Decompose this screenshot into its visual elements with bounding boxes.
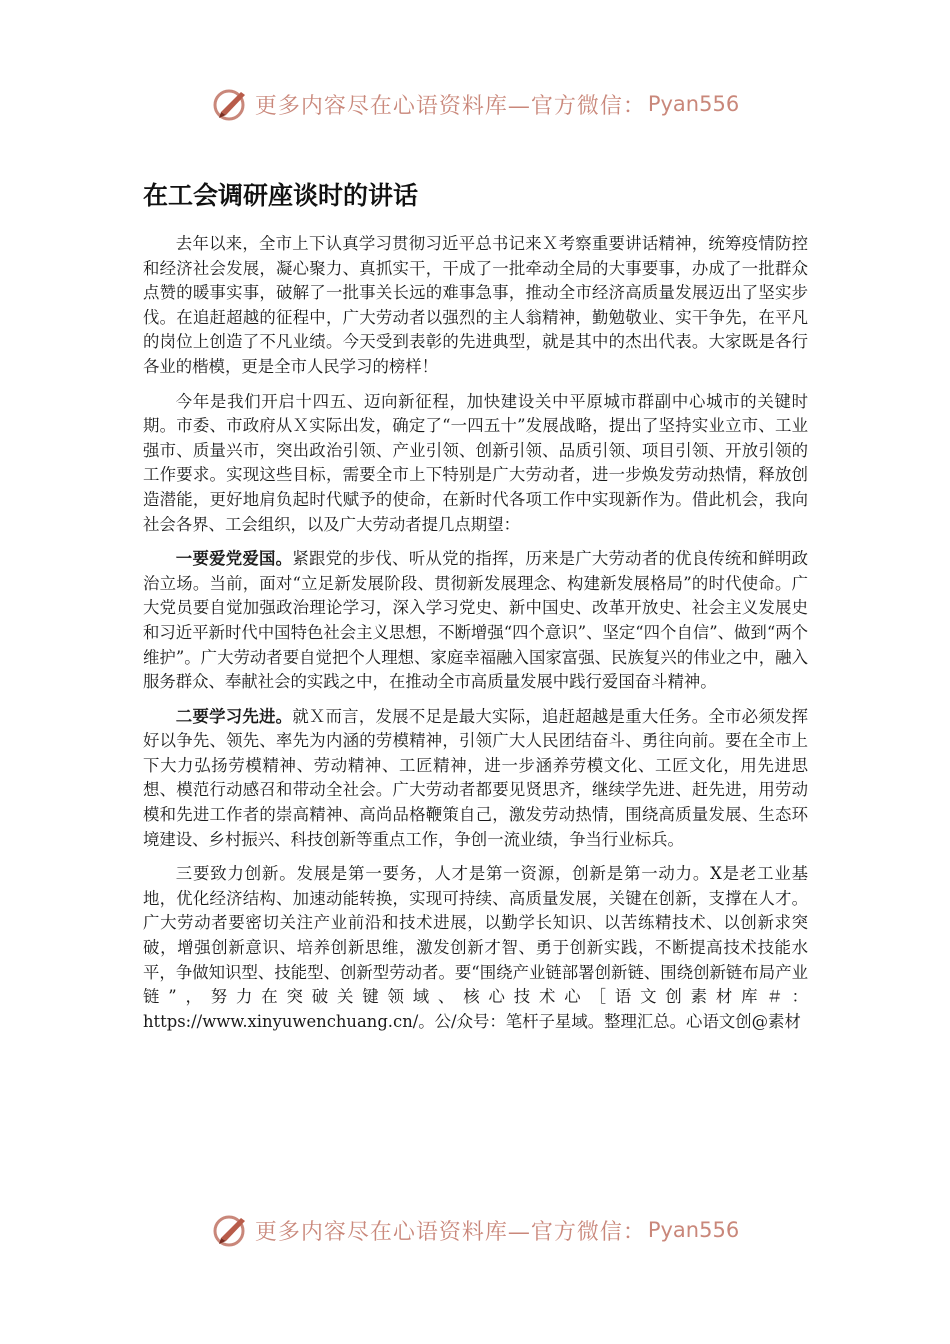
footer-watermark-banner (0, 1208, 950, 1252)
paragraph-text: 三要致力创新。发展是第一要务，人才是第一资源，创新是第一动力。X是老工业基地，优化经济结构、加速动能转换，实现可持续、高质量发展，关键在创新，支撑在人才。广大劳动者要密切关注产业前沿和技术进展，以勤学长知识、以苦练精技术、以创新求突破，增强创新意识、培养创新思维，激发创新才智、勇于创新实践，不断提高技术技能水平，争做知识型、技能型、创新型劳动者。要“围绕产业链部署创新链、围绕创新链布局产业链”，努力在突破关键领域、核心技术心［语文创素材库＃：https://www.xinyuwenchuang.cn/。公/众号：笔杆子星域。整理汇总。心语文创@素材 (143, 864, 808, 1031)
paragraph-text: 紧跟党的步伐、听从党的指挥，历来是广大劳动者的优良传统和鲜明政治立场。当前，面对“立足新发展阶段、贯彻新发展理念、构建新发展格局”的时代使命。广大党员要自觉加强政治理论学习，深入学习党史、新中国史、改革开放史、社会主义发展史和习近平新时代中国特色社会主义思想，不断增强“四个意识”、坚定“四个自信”、做到“两个维护”。广大劳动者要自觉把个人理想、家庭幸福融入国家富强、民族复兴的伟业之中，融入服务群众、奉献社会的实践之中，在推动全市高质量发展中践行爱国奋斗精神。 (143, 549, 809, 692)
document-body (143, 232, 808, 1044)
paragraph-lead: 二要学习先进。 (175, 706, 293, 726)
paragraph-3 (143, 547, 808, 695)
pen-logo-icon (211, 1210, 251, 1250)
paragraph-lead: 一要爱党爱国。 (175, 549, 293, 569)
paragraph-text: 就Ｘ而言，发展不足是最大实际，追赶超越是重大任务。全市必须发挥好以争先、领先、率先为内涵的劳模精神，引领广大人民团结奋斗、勇往向前。要在全市上下大力弘扬劳模精神、劳动精神、工匠精神，进一步涵养劳模文化、工匠文化，用先进思想、模范行动感召和带动全社会。广大劳动者都要见贤思齐，继续学先进、赶先进，用劳动模和先进工作者的崇高精神、高尚品格鞭策自己，激发劳动热情，围绕高质量发展、生态环境建设、乡村振兴、科技创新等重点工作，争创一流业绩，争当行业标兵。 (143, 706, 809, 849)
header-watermark-banner (0, 82, 950, 126)
banner-wechat-handle: Pyan556 (647, 92, 740, 116)
banner-text: 更多内容尽在心语资料库—官方微信： (254, 93, 646, 119)
paragraph-text: 去年以来，全市上下认真学习贯彻习近平总书记来Ｘ考察重要讲话精神，统筹疫情防控和经济社会发展，凝心聚力、真抓实干，干成了一批牵动全局的大事要事，办成了一批群众点赞的暖事实事，破解了一批事关长远的难事急事，推动全市经济高质量发展迈出了坚实步伐。在追赶超越的征程中，广大劳动者以强烈的主人翁精神，勤勉敬业、实干争先，在平凡的岗位上创造了不凡业绩。今天受到表彰的先进典型，就是其中的杰出代表。大家既是各行各业的楷模，更是全市人民学习的榜样！ (143, 234, 808, 376)
paragraph-4 (143, 705, 808, 853)
document-title: 在工会调研座谈时的讲话 (143, 181, 419, 210)
paragraph-text: 今年是我们开启十四五、迈向新征程，加快建设关中平原城市群副中心城市的关键时期。市委、市政府从Ｘ实际出发，确定了“一四五十”发展战略，提出了坚持实业立市、工业强市、质量兴市，突出政治引领、产业引领、创新引领、品质引领、项目引领、开放引领的工作要求。实现这些目标，需要全市上下特别是广大劳动者，进一步焕发劳动热情，释放创造潜能，更好地肩负起时代赋予的使命，在新时代各项工作中实现新作为。借此机会，我向社会各界、工会组织，以及广大劳动者提几点期望： (143, 391, 808, 534)
pen-logo-icon (211, 84, 251, 124)
banner-text: 更多内容尽在心语资料库—官方微信： (254, 1219, 646, 1245)
paragraph-2 (143, 390, 808, 538)
paragraph-5 (143, 862, 808, 1034)
banner-wechat-handle: Pyan556 (647, 1218, 740, 1242)
paragraph-1 (143, 232, 808, 380)
